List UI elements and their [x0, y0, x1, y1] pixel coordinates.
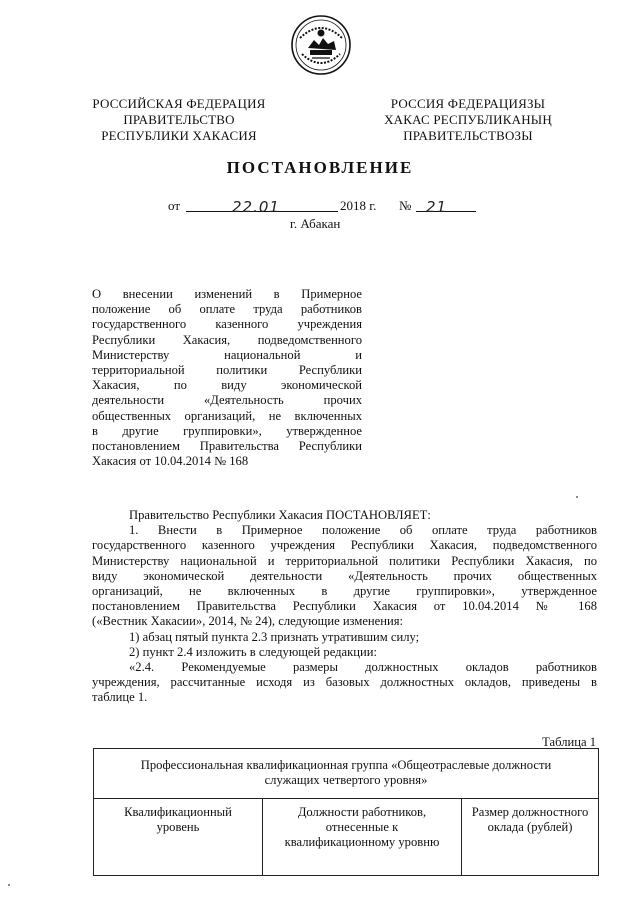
subject-line: государственного казенного учреждения: [92, 317, 362, 332]
column-header-line: Должности работников,: [297, 805, 427, 819]
item1-line: постановлением Правительства Республики Хакасия от 10.04.2014 № 168: [92, 599, 597, 614]
table-group-header: [94, 749, 599, 799]
item1-line: Министерству национальной и территориальной политики Республики Хакасия, по: [92, 553, 597, 568]
column-header-line: уровень: [156, 820, 200, 834]
column-header-line: квалификационному уровню: [284, 835, 440, 849]
item1-line: государственного казенного учреждения Республики Хакасия, подведомственного: [92, 538, 597, 553]
header-right-line: РОССИЯ ФЕДЕРАЦИЯЗЫ: [390, 96, 546, 111]
coat-of-arms-icon: [290, 14, 352, 76]
subject-line: деятельности «Деятельность прочих: [92, 393, 362, 408]
scan-speck: [576, 496, 578, 498]
column-header-salary: [462, 799, 599, 876]
document-title: ПОСТАНОВЛЕНИЕ: [226, 158, 414, 177]
subject-line: Хакасия, по виду экономической: [92, 378, 362, 393]
intro-paragraph: Правительство Республики Хакасия ПОСТАНОВЛЯЕТ:: [129, 508, 431, 522]
scan-speck: [8, 884, 10, 886]
quote-line: «2.4. Рекомендуемые размеры должностных окладов работников: [129, 660, 597, 675]
city-name: г. Абакан: [290, 216, 341, 231]
subject-block: [92, 287, 362, 469]
item1-line: 1. Внести в Примерное положение об оплате труда работников: [129, 523, 597, 538]
item1-line: организаций, не включенных в другие группировки», утвержденное: [92, 584, 597, 599]
table-label: Таблица 1: [542, 735, 596, 749]
column-header-line: оклада (рублей): [487, 820, 573, 834]
header-left-line: РОССИЙСКАЯ ФЕДЕРАЦИЯ: [92, 96, 266, 111]
subject-line: в другие группировки», утвержденное: [92, 423, 362, 438]
column-header-line: Квалификационный: [124, 805, 232, 819]
from-label: от: [168, 198, 181, 213]
subject-line: постановлением Правительства Республики: [92, 439, 362, 454]
column-header-line: отнесенные к: [325, 820, 399, 834]
subitem-1: 1) абзац пятый пункта 2.3 признать утратившим силу;: [129, 629, 420, 644]
subject-line: положение об оплате труда работников: [92, 302, 362, 317]
group-title-line: служащих четвертого уровня»: [264, 773, 428, 787]
date-number-line: [150, 196, 490, 216]
column-header-positions: [263, 799, 462, 876]
salary-table: [93, 748, 599, 876]
group-title-line: Профессиональная квалификационная группа «Общеотраслевые должности: [140, 758, 552, 772]
subject-line: Министерству национальной и: [92, 347, 362, 362]
number-label: №: [399, 198, 412, 213]
handwritten-number: 21: [426, 198, 448, 216]
subitem-2: 2) пункт 2.4 изложить в следующей редакции:: [129, 644, 377, 659]
quote-line: учреждения, рассчитанные исходя из базовых должностных окладов, приведены в: [92, 675, 597, 690]
item1-line: виду экономической деятельности «Деятельность прочих общественных: [92, 568, 597, 583]
subject-line: Хакасия от 10.04.2014 № 168: [92, 454, 249, 469]
header-left: [74, 96, 284, 144]
header-left-line: РЕСПУБЛИКИ ХАКАСИЯ: [101, 128, 257, 143]
subject-line: общественных организаций, не включенных: [92, 408, 362, 423]
subject-line: О внесении изменений в Примерное: [92, 287, 362, 301]
column-header-line: Размер должностного: [471, 805, 589, 819]
header-right-line: ХАКАС РЕСПУБЛИКАНЫҢ: [384, 112, 552, 127]
year-text: 2018 г.: [340, 198, 377, 213]
subject-line: территориальной политики Республики: [92, 363, 362, 378]
column-header-level: [94, 799, 263, 876]
header-left-line: ПРАВИТЕЛЬСТВО: [123, 112, 235, 127]
handwritten-date: 22.01: [232, 198, 280, 216]
quote-line: таблице 1.: [92, 690, 148, 705]
item1-line: («Вестник Хакасии», 2014, № 24), следующие изменения:: [92, 614, 404, 629]
subject-line: Республики Хакасия, подведомственного: [92, 332, 362, 347]
header-right: [368, 96, 568, 144]
body-text: [92, 508, 597, 706]
header-right-line: ПРАВИТЕЛЬСТВОЗЫ: [403, 128, 533, 143]
